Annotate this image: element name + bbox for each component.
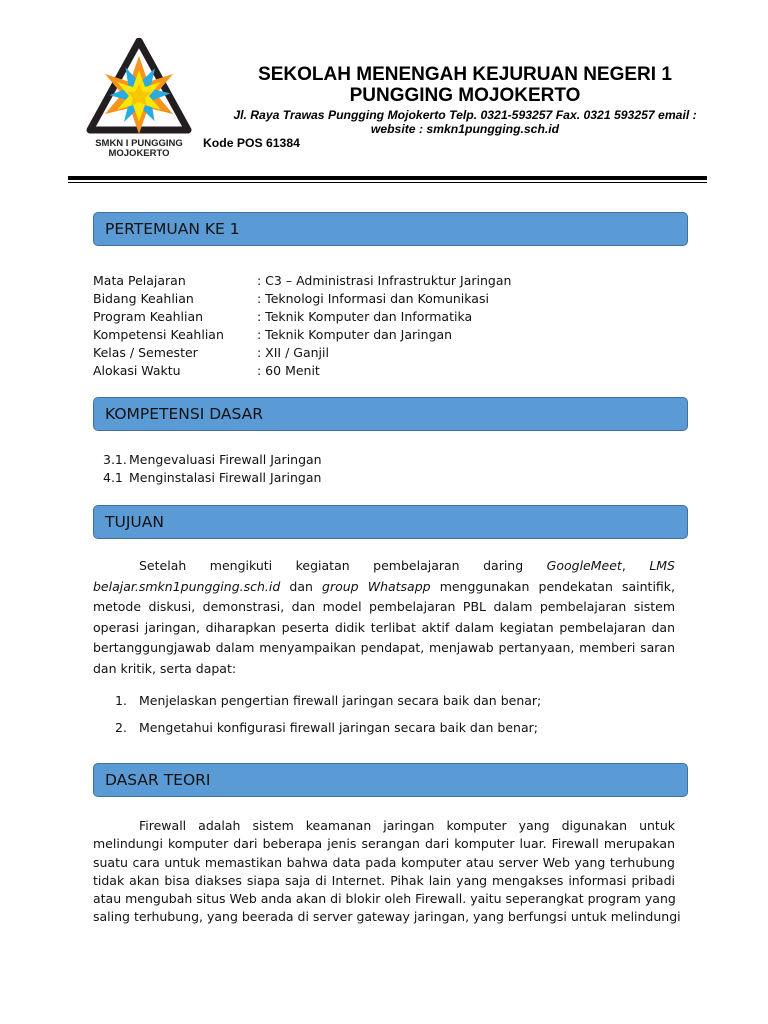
section-header-dasar-teori [93,763,688,797]
tujuan-text-italic: GoogleMeet [546,558,622,573]
section-title-dasar-teori: DASAR TEORI [105,771,211,789]
logo-text-line2: MOJOKERTO [108,148,170,159]
kompetensi-item-number: 3.1. [103,452,127,467]
dasar-teori-line: tidak akan bisa diakses siapa saja di Internet. Pihak lain yang mengakses informasi pribadi [93,872,675,888]
info-label: Program Keahlian [93,309,204,324]
tujuan-paragraph [93,556,675,679]
tujuan-text: Setelah mengikuti kegiatan pembelajaran daring [139,558,547,573]
info-label: Alokasi Waktu [93,363,181,378]
section-title-kompetensi-dasar: KOMPETENSI DASAR [105,405,263,423]
tujuan-line: dan kritik, serta dapat: [93,660,237,676]
info-value: : Teknik Komputer dan Informatika [257,309,473,324]
dasar-teori-line: Firewall adalah sistem keamanan jaringan komputer yang digunakan untuk [139,818,675,833]
section-header-pertemuan [93,212,688,246]
info-label: Kompetensi Keahlian [93,327,224,342]
school-logo [84,38,194,162]
header-divider-thin [68,182,707,183]
info-label: Mata Pelajaran [93,273,186,288]
tujuan-text: menggunakan pendekatan saintifik, [430,578,676,594]
tujuan-line [93,577,675,598]
list-item-text: Menjelaskan pengertian firewall jaringan secara baik dan benar; [139,693,542,708]
school-name [205,64,725,106]
tujuan-text-italic: belajar.smkn1pungging.sch.id [93,578,281,594]
section-title-pertemuan: PERTEMUAN KE 1 [105,220,240,238]
list-item-text: Mengetahui konfigurasi firewall jaringan secara baik dan benar; [139,720,538,735]
info-value: : 60 Menit [257,363,320,378]
dasar-teori-paragraph [93,817,681,927]
info-value: : Teknologi Informasi dan Komunikasi [257,291,489,306]
info-label: Bidang Keahlian [93,291,194,306]
info-value: : C3 – Administrasi Infrastruktur Jaringan [257,273,512,288]
dasar-teori-line: suatu cara untuk memastikan bahwa data pada komputer atau server Web yang terhubung [93,854,675,870]
tujuan-text: , [621,558,650,573]
header-divider-thick [68,176,707,180]
tujuan-text-italic: group Whatsapp [322,578,431,594]
section-header-kompetensi-dasar [93,397,688,431]
dasar-teori-line: saling terhubung, yang beerada di server gateway jaringan, yang berfungsi untuk melindungi [93,909,681,925]
kompetensi-item [103,452,322,468]
school-address-line2: website : smkn1pungging.sch.id [370,122,560,136]
tujuan-line: operasi jaringan, diharapkan peserta didik terlibat aktif dalam kegiatan pembelajaran dan [93,619,675,635]
school-address-line1: Jl. Raya Trawas Pungging Mojokerto Telp. 0321-593257 Fax. 0321 593257 email : [233,108,697,122]
section-title-tujuan: TUJUAN [105,513,164,531]
school-name-line2: PUNGGING MOJOKERTO [349,85,581,106]
tujuan-list-item [115,720,538,735]
kompetensi-item-text: Mengevaluasi Firewall Jaringan [129,452,322,467]
kompetensi-item-number: 4.1 [103,470,123,485]
tujuan-line [93,556,675,577]
tujuan-line: bertanggungjawab dalam menyampaikan pendapat, menjawab pertanyaan, memberi saran [93,640,675,655]
school-logo-emblem-icon [84,38,194,138]
list-item-number: 2. [115,720,127,735]
tujuan-line: metode diskusi, demonstrasi, dan model pembelajaran PBL dalam pembelajaran sistem [93,599,675,614]
kompetensi-item-text: Menginstalasi Firewall Jaringan [129,470,322,485]
kompetensi-item [103,470,321,486]
info-value: : XII / Ganjil [257,345,329,360]
dasar-teori-line: melindungi komputer dari beberapa jenis serangan dari komputer luar. Firewall merupakan [93,836,675,852]
postal-code: Kode POS 61384 [203,136,300,150]
tujuan-text-italic: LMS [649,558,675,573]
info-value: : Teknik Komputer dan Jaringan [257,327,453,342]
school-name-line1: SEKOLAH MENENGAH KEJURUAN NEGERI 1 [258,64,672,85]
logo-text-line1: SMKN I PUNGGING [95,138,183,149]
dasar-teori-line: atau mengubah situs Web anda akan di blokir oleh Firewall. yaitu seperangkat program yang [93,891,676,907]
list-item-number: 1. [115,693,127,708]
section-header-tujuan [93,505,688,539]
tujuan-list-item [115,693,541,708]
info-label: Kelas / Semester [93,345,198,360]
tujuan-text: dan [280,578,323,594]
school-address [205,108,725,136]
